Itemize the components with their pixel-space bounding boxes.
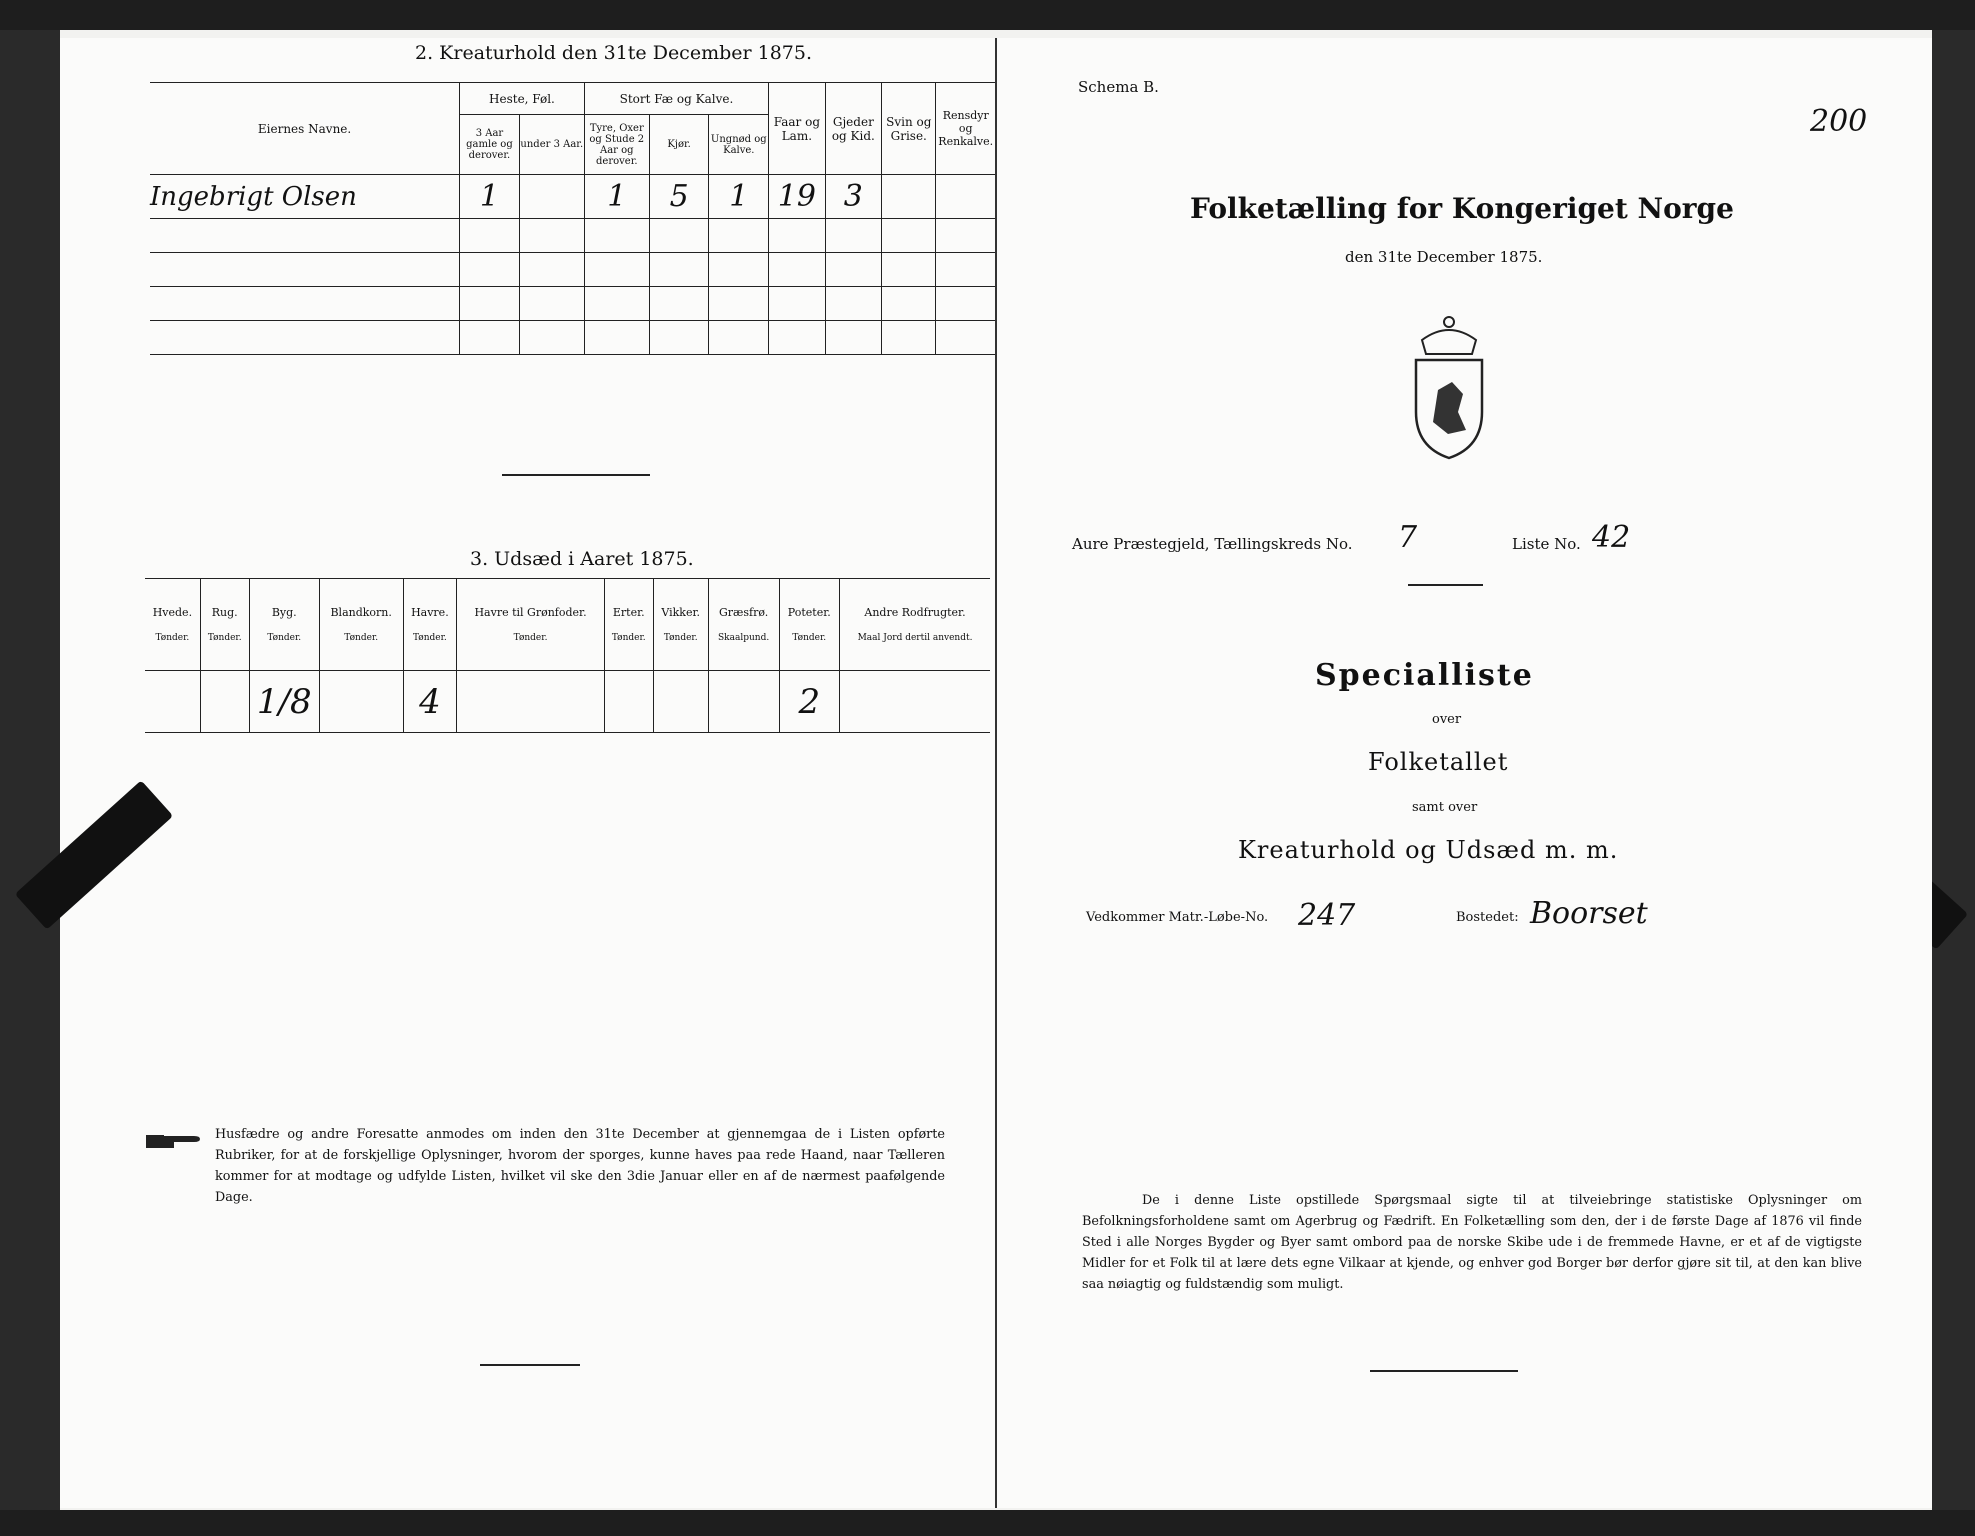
seed-header-label: Poteter. xyxy=(787,606,831,619)
kjor-cell: 5 xyxy=(649,175,709,219)
seed-header-label: Vikker. xyxy=(661,606,701,619)
main-date: den 31te December 1875. xyxy=(1345,248,1543,266)
table-row xyxy=(150,287,995,321)
col-svin-header: Svin og Grise. xyxy=(882,83,936,175)
schema-label: Schema B. xyxy=(1078,78,1159,96)
kreaturhold-heading: Kreaturhold og Udsæd m. m. xyxy=(1238,836,1619,864)
table-row xyxy=(150,253,995,287)
short-divider xyxy=(502,474,650,476)
samt-over-text: samt over xyxy=(1412,800,1478,815)
matr-no: 247 xyxy=(1298,898,1356,933)
seed-table xyxy=(145,578,990,733)
pointing-hand-icon xyxy=(144,1130,204,1152)
kreds-no: 7 xyxy=(1398,520,1418,555)
page-number: 200 xyxy=(1810,104,1868,139)
over-text: over xyxy=(1432,712,1462,727)
parish-label: Aure Præstegjeld, Tællingskreds No. xyxy=(1072,535,1353,553)
seed-col-header xyxy=(604,579,653,671)
group-stort-header: Stort Fæ og Kalve. xyxy=(584,83,768,115)
liste-label: Liste No. xyxy=(1512,535,1581,553)
seed-header-label: Havre. xyxy=(411,606,449,619)
book-edge-top xyxy=(0,0,1975,30)
notice-text: Husfædre og andre Foresatte anmodes om inden den 31te December at gjennemgaa de i Listen opførte Rubriker, for at de forskjellige Oplysninger, hvorom der sporges, kunne haves paa rede Haand, naar Tælleren kommer for at modtage og udfylde Listen, hvilket vil ske den 3die Januar eller en af de nærmest paafølgende Dage. xyxy=(215,1127,945,1205)
seed-value-cell xyxy=(708,671,779,733)
col-owner-header: Eiernes Navne. xyxy=(150,83,460,175)
seed-header-label: Rug. xyxy=(211,606,238,619)
seed-value-cell xyxy=(145,671,200,733)
col-tyre-header: Tyre, Oxer og Stude 2 Aar og derover. xyxy=(584,115,649,175)
seed-col-header xyxy=(145,579,200,671)
col-ungnod-header: Ungnød og Kalve. xyxy=(709,115,769,175)
seed-col-header xyxy=(457,579,605,671)
seed-col-header xyxy=(403,579,457,671)
special-heading: Specialliste xyxy=(1315,658,1534,693)
book-edge-right xyxy=(1932,0,1975,1536)
seed-header-label: Andre Rodfrugter. xyxy=(864,606,966,619)
bostedet-label: Bostedet: xyxy=(1456,910,1519,925)
main-title: Folketælling for Kongeriget Norge xyxy=(1190,192,1734,225)
seed-unit-label: Maal Jord dertil anvendt. xyxy=(857,633,973,643)
seed-header-label: Byg. xyxy=(271,606,297,619)
group-heste-header: Heste, Føl. xyxy=(460,83,585,115)
seed-value-cell xyxy=(200,671,249,733)
seed-value-cell xyxy=(653,671,708,733)
seed-header-label: Blandkorn. xyxy=(330,606,392,619)
ungnod-cell: 1 xyxy=(709,175,769,219)
tyre-cell: 1 xyxy=(584,175,649,219)
seed-unit-label: Tønder. xyxy=(513,633,548,643)
faar-cell: 19 xyxy=(769,175,825,219)
seed-col-header xyxy=(319,579,403,671)
seed-title: 3. Udsæd i Aaret 1875. xyxy=(470,548,694,570)
book-edge-left xyxy=(0,0,60,1536)
seed-unit-label: Tønder. xyxy=(155,633,190,643)
seed-value-cell xyxy=(840,671,991,733)
seed-value-cell xyxy=(319,671,403,733)
gjeder-cell: 3 xyxy=(825,175,881,219)
seed-unit-label: Tønder. xyxy=(207,633,242,643)
col-kjor-header: Kjør. xyxy=(649,115,709,175)
footer-text: De i denne Liste opstillede Spørgsmaal sigte til at tilveiebringe statistiske Oplysninger om Befolkningsforholdene samt om Agerbrug og Fædrift. En Folketælling som den, der i de første Dage af 1876 vil finde Sted i alle Norges Bygder og Byer samt ombord paa de norske Skibe ude i de fremmede Havne, er et af de vigtigste Midler for et Folk til at lære dets egne Vilkaar at kjende, og enhver god Borger bør derfor gjøre sit til, at den kan blive saa nøiagtig og fuldstændig som muligt. xyxy=(1082,1193,1862,1292)
seed-unit-label: Skaalpund. xyxy=(718,633,770,643)
seed-unit-label: Tønder. xyxy=(267,633,302,643)
table-row xyxy=(150,219,995,253)
seed-col-header xyxy=(779,579,839,671)
seed-header-label: Erter. xyxy=(612,606,645,619)
seed-header-label: Havre til Grønfoder. xyxy=(474,606,587,619)
livestock-title: 2. Kreaturhold den 31te December 1875. xyxy=(415,42,813,64)
col-heste-old-header: 3 Aar gamle og derover. xyxy=(460,115,520,175)
folketallet-heading: Folketallet xyxy=(1368,748,1509,776)
table-row xyxy=(150,321,995,355)
liste-no: 42 xyxy=(1592,520,1631,555)
heste-old-cell: 1 xyxy=(460,175,520,219)
table-row xyxy=(150,175,995,219)
seed-unit-label: Tønder. xyxy=(792,633,827,643)
livestock-table xyxy=(150,82,995,355)
seed-col-header xyxy=(200,579,249,671)
seed-col-header xyxy=(249,579,319,671)
seed-header-label: Hvede. xyxy=(152,606,193,619)
col-rensdyr-header: Rensdyr og Renkalve. xyxy=(936,83,995,175)
col-heste-young-header: under 3 Aar. xyxy=(519,115,584,175)
matr-label: Vedkommer Matr.-Løbe-No. xyxy=(1086,910,1269,925)
col-faar-header: Faar og Lam. xyxy=(769,83,825,175)
bottom-dash-left xyxy=(480,1364,580,1366)
seed-col-header xyxy=(840,579,991,671)
seed-col-header xyxy=(653,579,708,671)
seed-header-label: Græsfrø. xyxy=(718,606,769,619)
heste-young-cell xyxy=(519,175,584,219)
seed-value-cell xyxy=(604,671,653,733)
seed-col-header xyxy=(708,579,779,671)
seed-value-cell: 4 xyxy=(403,671,457,733)
seed-value-cell: 2 xyxy=(779,671,839,733)
svin-cell xyxy=(882,175,936,219)
bostedet-value: Boorset xyxy=(1530,896,1648,931)
title-divider xyxy=(1408,584,1483,586)
rensdyr-cell xyxy=(936,175,995,219)
coat-of-arms-icon xyxy=(1408,312,1490,462)
seed-unit-label: Tønder. xyxy=(663,633,698,643)
owner-cell: Ingebrigt Olsen xyxy=(150,175,460,219)
bottom-dash-right xyxy=(1370,1370,1518,1372)
book-edge-bottom xyxy=(0,1510,1975,1536)
seed-unit-label: Tønder. xyxy=(413,633,447,643)
seed-value-cell: 1/8 xyxy=(249,671,319,733)
seed-unit-label: Tønder. xyxy=(344,633,379,643)
seed-unit-label: Tønder. xyxy=(611,633,646,643)
seed-value-cell xyxy=(457,671,605,733)
col-gjeder-header: Gjeder og Kid. xyxy=(825,83,881,175)
